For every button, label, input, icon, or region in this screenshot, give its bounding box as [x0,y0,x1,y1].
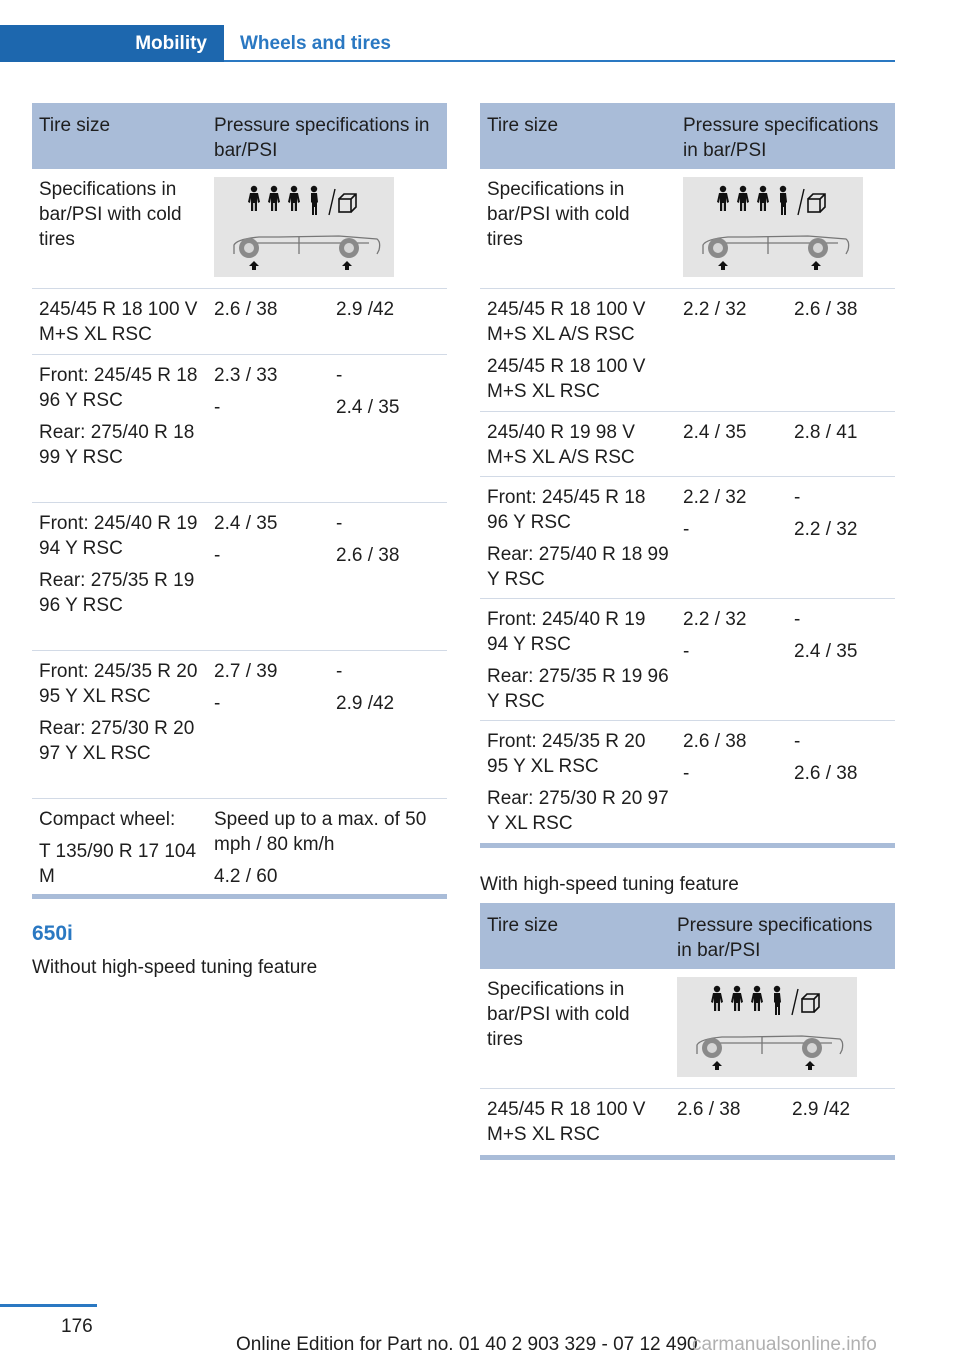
pressure-1: 2.3 / 33 [214,365,278,386]
tire-size: 245/40 R 19 98 V M+S XL A/S RSC [487,422,635,468]
load-illustration [214,177,394,277]
table-row [480,289,895,412]
pressure-1: 2.6 / 38 [677,1099,741,1120]
tire-size-front: Front: 245/40 R 19 94 Y RSC [487,609,646,655]
table-row [32,503,447,651]
compact-wheel-row [32,799,447,894]
spec-label: Specifications in bar/PSI with cold tires [487,179,630,250]
tire-size-front: Front: 245/40 R 19 94 Y RSC [39,513,198,559]
tire-size-front: Front: 245/45 R 18 96 Y RSC [487,487,646,533]
pressure-2: - [336,661,343,682]
model-heading: 650i [32,922,73,945]
page-title: Wheels and tires [240,33,391,54]
pressure-1: - [683,519,690,540]
col-header-pressure: Pressure specifications in bar/PSI [683,115,879,161]
spec-row [480,169,895,289]
table-header [480,903,895,969]
table-end-bar [480,1155,895,1160]
spec-row [480,969,895,1089]
pressure-2: - [336,513,343,534]
tire-size-rear: Rear: 275/30 R 20 97 Y XL RSC [39,718,195,764]
table-end-bar [480,843,895,848]
tire-size-front: Front: 245/35 R 20 95 Y XL RSC [39,661,198,707]
pressure-2: - [794,731,801,752]
pressure-1: 2.4 / 35 [214,513,278,534]
pressure-2: 2.9 /42 [336,299,395,320]
pressure-1: 2.6 / 38 [214,299,278,320]
compact-wheel-size: T 135/90 R 17 104 M [39,841,197,887]
pressure-1: - [214,693,221,714]
header-rule [224,60,895,62]
pressure-2: - [794,609,801,630]
table-header [32,103,447,169]
footer-rule [0,1304,97,1307]
load-illustration [677,977,857,1077]
table-row [480,412,895,477]
tire-size-front: Front: 245/45 R 18 96 Y RSC [39,365,198,411]
pressure-2: 2.2 / 32 [794,519,858,540]
right-subtitle: With high-speed tuning feature [480,874,739,895]
col-header-tire-size: Tire size [39,115,111,136]
pressure-1: - [214,545,221,566]
spec-row [32,169,447,289]
compact-speed-limit: Speed up to a max. of 50 mph / 80 km/h [214,809,427,855]
edition-note: Online Edition for Part no. 01 40 2 903 329 - 07 12 490 [236,1334,698,1355]
right-tire-table-2 [480,903,895,1160]
car-load-icon [214,177,394,277]
pressure-2: 2.6 / 38 [794,763,858,784]
tire-size-rear: Rear: 275/30 R 20 97 Y XL RSC [487,788,669,834]
tire-size-rear: Rear: 275/40 R 18 99 Y RSC [39,422,195,468]
page-number: 176 [61,1316,93,1337]
table-row [32,651,447,799]
tire-size-rear: Rear: 275/35 R 19 96 Y RSC [39,570,195,616]
compact-wheel-label: Compact wheel: [39,809,176,830]
tire-size: 245/45 R 18 100 V M+S XL RSC [487,356,646,402]
left-tire-table [32,103,447,899]
col-header-tire-size: Tire size [487,115,559,136]
pressure-2: - [794,487,801,508]
watermark: carmanualsonline.info [692,1334,877,1355]
col-header-tire-size: Tire size [487,915,559,936]
load-illustration [683,177,863,277]
pressure-1: - [214,397,221,418]
tire-size-rear: Rear: 275/40 R 18 99 Y RSC [487,544,669,590]
table-row [32,289,447,355]
pressure-2: 2.8 / 41 [794,422,858,443]
car-load-icon [677,977,857,1077]
table-row [32,355,447,503]
table-row [480,1089,895,1155]
pressure-2: 2.4 / 35 [794,641,858,662]
table-row [480,599,895,721]
pressure-1: 2.4 / 35 [683,422,747,443]
tire-size: 245/45 R 18 100 V M+S XL RSC [39,299,198,345]
table-row [480,721,895,843]
pressure-1: - [683,763,690,784]
car-load-icon [683,177,863,277]
spec-label: Specifications in bar/PSI with cold tires [39,179,182,250]
compact-pressure: 4.2 / 60 [214,866,278,887]
section-tab: Mobility [0,25,224,62]
spec-label: Specifications in bar/PSI with cold tires [487,979,630,1050]
table-header [480,103,895,169]
pressure-1: - [683,641,690,662]
table-end-bar [32,894,447,899]
tire-size-rear: Rear: 275/35 R 19 96 Y RSC [487,666,669,712]
pressure-1: 2.7 / 39 [214,661,278,682]
pressure-2: 2.9 /42 [792,1099,851,1120]
left-subtitle: Without high-speed tuning feature [32,957,318,978]
pressure-2: 2.9 /42 [336,693,395,714]
pressure-2: 2.6 / 38 [794,299,858,320]
pressure-2: 2.4 / 35 [336,397,400,418]
col-header-pressure: Pressure specifications in bar/PSI [677,915,873,961]
pressure-1: 2.2 / 32 [683,299,747,320]
tire-size: 245/45 R 18 100 V M+S XL RSC [487,1099,646,1145]
pressure-2: - [336,365,343,386]
pressure-1: 2.6 / 38 [683,731,747,752]
pressure-1: 2.2 / 32 [683,487,747,508]
col-header-pressure: Pressure specifications in bar/PSI [214,115,430,161]
pressure-1: 2.2 / 32 [683,609,747,630]
table-row [480,477,895,599]
pressure-2: 2.6 / 38 [336,545,400,566]
tire-size-front: Front: 245/35 R 20 95 Y XL RSC [487,731,646,777]
tire-size: 245/45 R 18 100 V M+S XL A/S RSC [487,299,646,345]
right-tire-table [480,103,895,848]
